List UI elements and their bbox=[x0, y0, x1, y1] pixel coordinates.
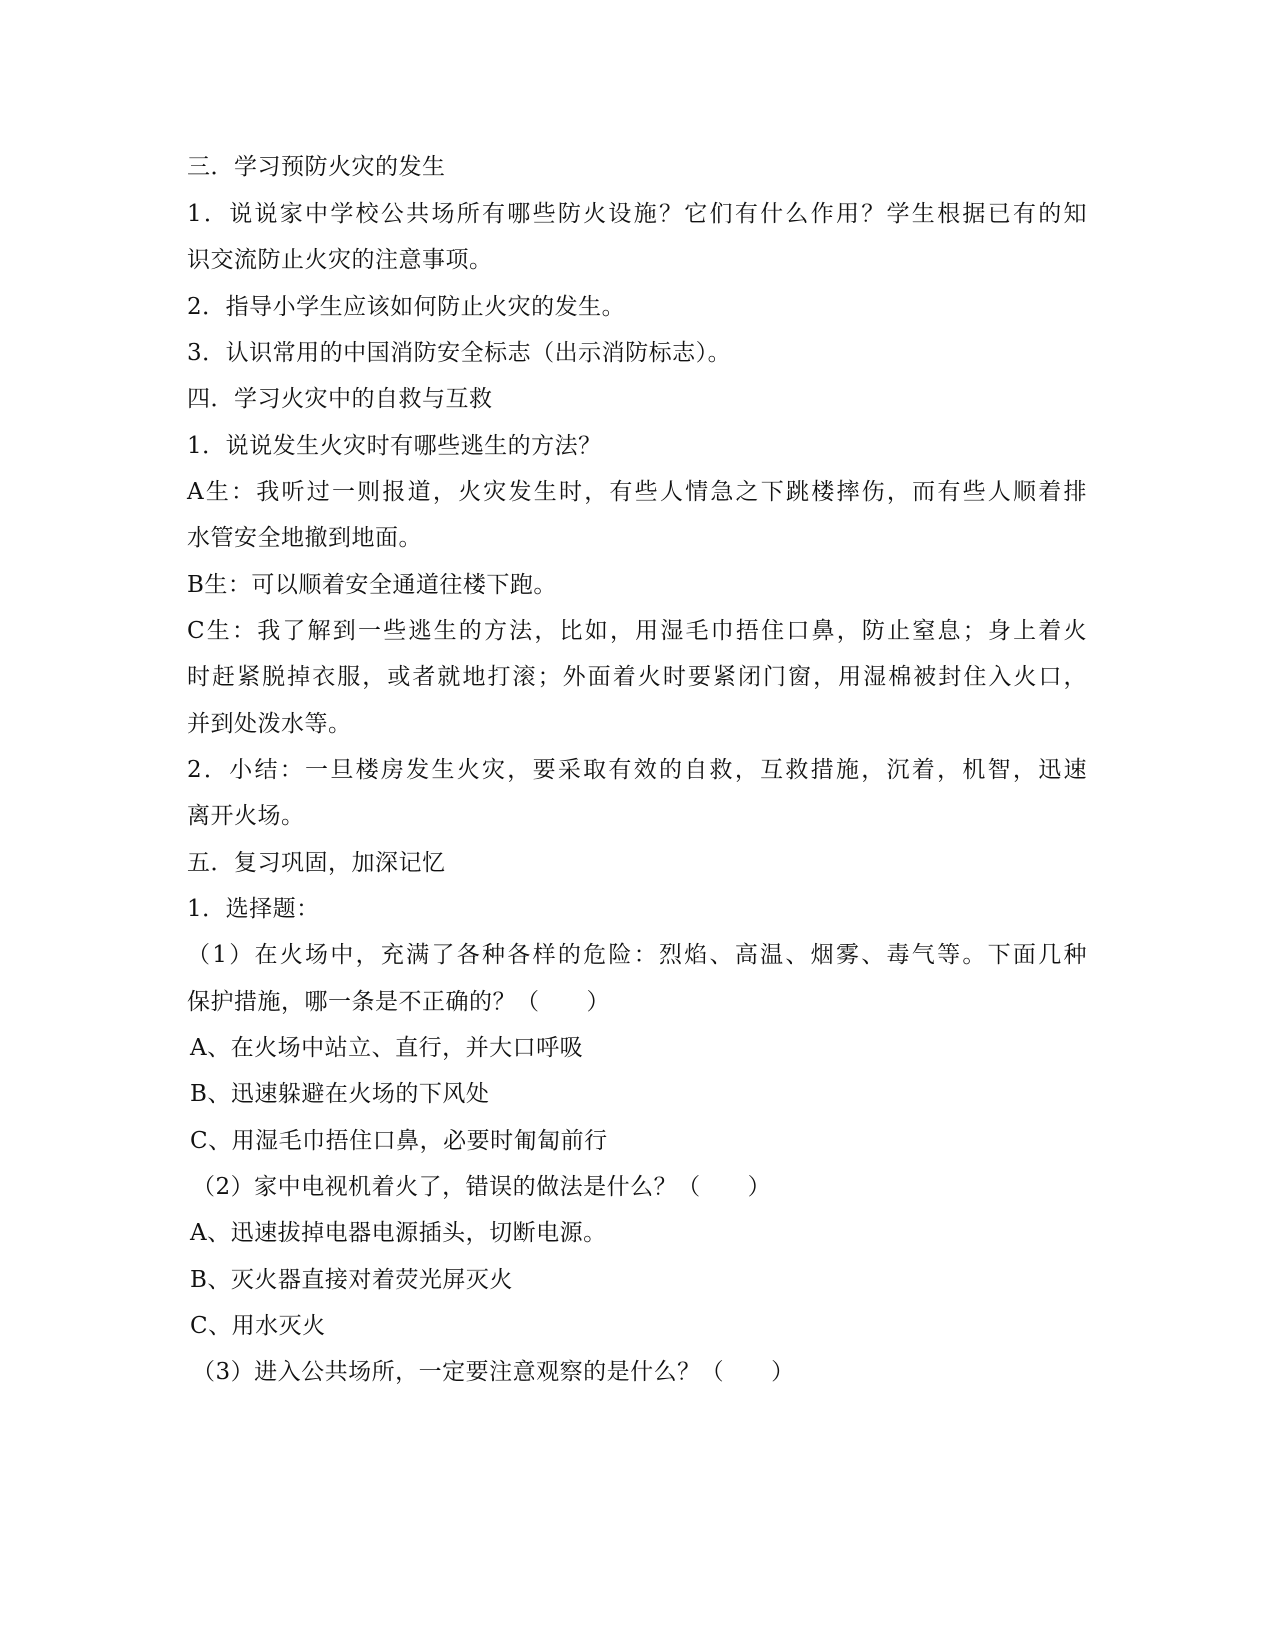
paragraph-line: A生：我听过一则报道，火灾发生时，有些人情急之下跳楼摔伤，而有些人顺着排 bbox=[187, 479, 1087, 505]
paragraph-line: 2．指导小学生应该如何防止火灾的发生。 bbox=[187, 294, 626, 320]
section-heading-4: 四．学习火灾中的自救与互救 bbox=[187, 386, 493, 412]
section-heading-5: 五．复习巩固，加深记忆 bbox=[187, 850, 446, 876]
option-line: A、在火场中站立、直行，并大口呼吸 bbox=[190, 1035, 584, 1061]
paragraph-line: 并到处泼水等。 bbox=[187, 711, 352, 737]
paragraph-line: 1．说说发生火灾时有哪些逃生的方法？ bbox=[187, 433, 602, 459]
option-line: C、用水灭火 bbox=[190, 1313, 326, 1339]
option-line: B、迅速躲避在火场的下风处 bbox=[190, 1081, 490, 1107]
paragraph-line: 时赶紧脱掉衣服，或者就地打滚；外面着火时要紧闭门窗，用湿棉被封住入火口， bbox=[187, 664, 1087, 690]
option-line: B、灭火器直接对着荧光屏灭火 bbox=[190, 1267, 513, 1293]
question-line: （2）家中电视机着火了，错误的做法是什么？（ ） bbox=[192, 1174, 772, 1200]
question-line: 保护措施，哪一条是不正确的？（ ） bbox=[187, 989, 610, 1015]
paragraph-line: 1．说说家中学校公共场所有哪些防火设施？它们有什么作用？学生根据已有的知 bbox=[187, 201, 1087, 227]
section-heading-3: 三．学习预防火灾的发生 bbox=[187, 154, 446, 180]
paragraph-line: 3．认识常用的中国消防安全标志（出示消防标志）。 bbox=[187, 340, 732, 366]
question-line: （3）进入公共场所，一定要注意观察的是什么？（ ） bbox=[192, 1359, 795, 1385]
paragraph-line: B生：可以顺着安全通道往楼下跑。 bbox=[187, 572, 557, 598]
paragraph-line: 1．选择题： bbox=[187, 896, 320, 922]
paragraph-line: 水管安全地撤到地面。 bbox=[187, 525, 422, 551]
option-line: A、迅速拔掉电器电源插头，切断电源。 bbox=[190, 1220, 607, 1246]
question-line: （1）在火场中，充满了各种各样的危险：烈焰、高温、烟雾、毒气等。下面几种 bbox=[187, 942, 1087, 968]
paragraph-line: C生：我了解到一些逃生的方法，比如，用湿毛巾捂住口鼻，防止窒息；身上着火 bbox=[187, 618, 1087, 644]
paragraph-line: 识交流防止火灾的注意事项。 bbox=[187, 247, 493, 273]
option-line: C、用湿毛巾捂住口鼻，必要时匍匐前行 bbox=[190, 1128, 608, 1154]
paragraph-line: 2．小结：一旦楼房发生火灾，要采取有效的自救，互救措施，沉着，机智，迅速 bbox=[187, 757, 1087, 783]
paragraph-line: 离开火场。 bbox=[187, 803, 305, 829]
